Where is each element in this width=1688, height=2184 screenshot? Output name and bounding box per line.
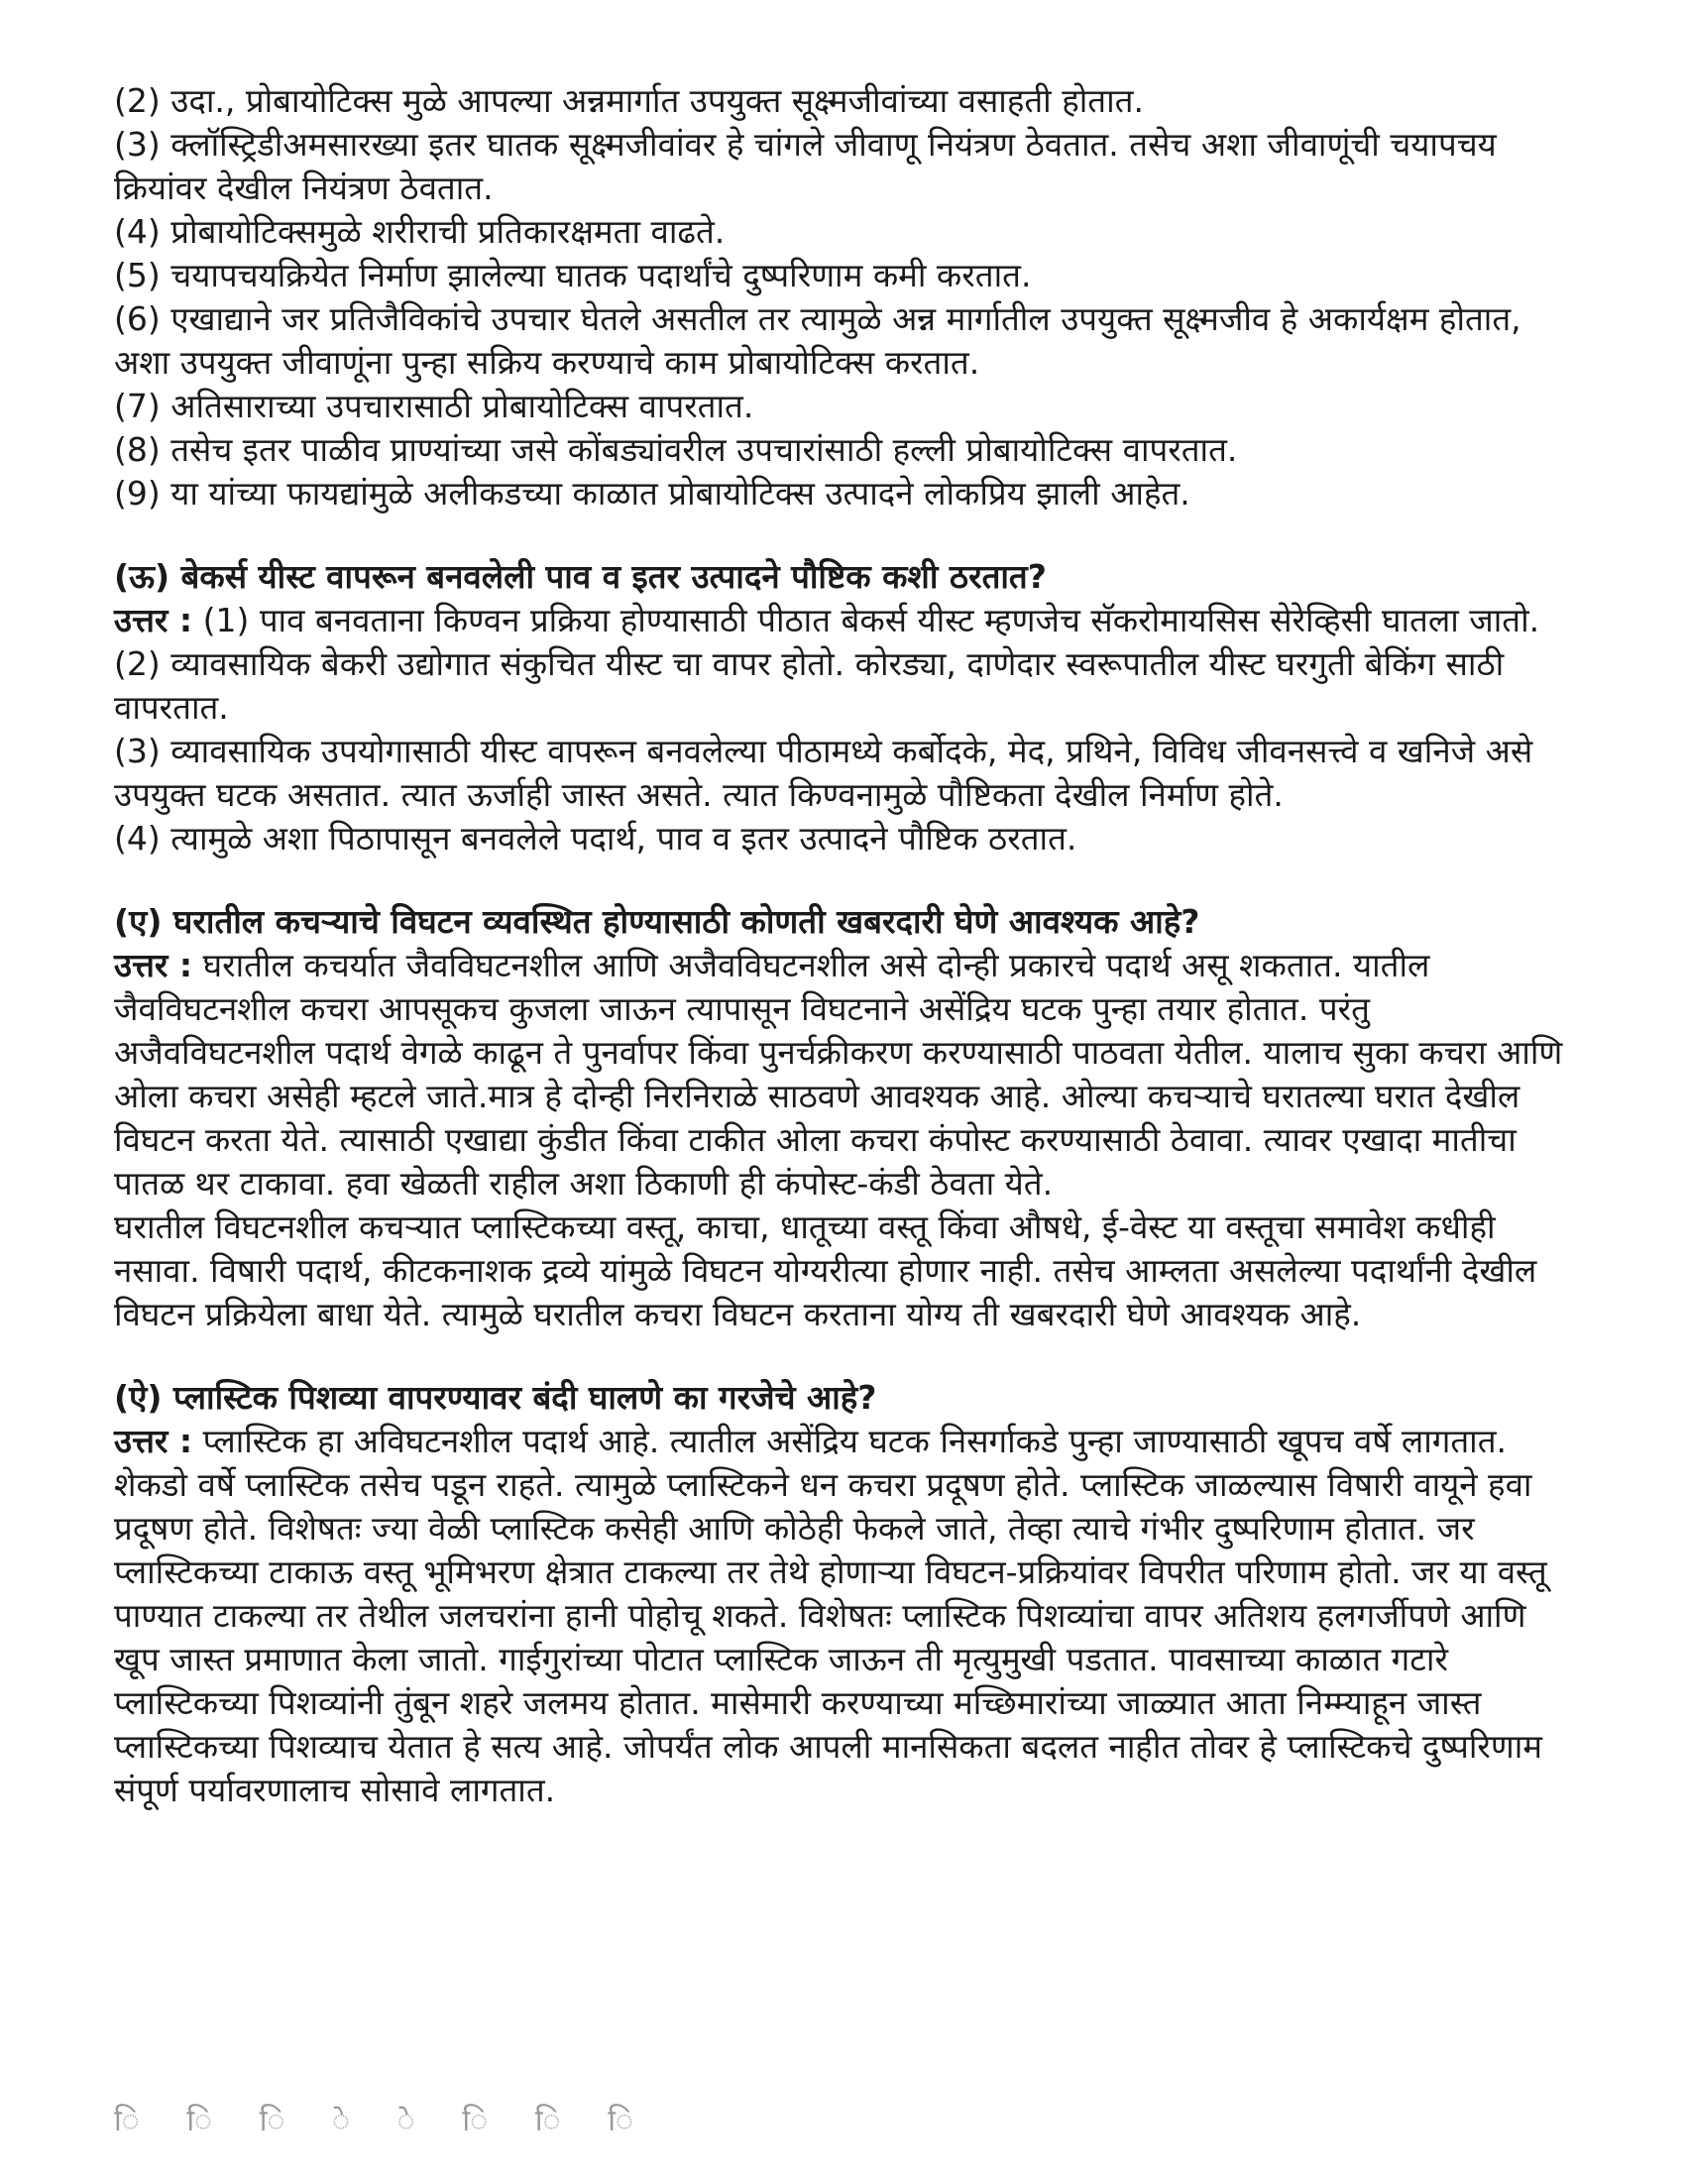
document-page [114, 79, 1571, 1812]
answer-paragraph [114, 944, 1571, 1206]
list-item: (6) एखाद्याने जर प्रतिजैविकांचे उपचार घेतले असतील तर त्यामुळे अन्न मार्गातील उपयुक्त सूक्ष्मजीव हे अकार्यक्षम होतात, अशा उपयुक्त जीवाणूंना पुन्हा सक्रिय करण्याचे काम प्रोबायोटिक्स करतात. [114, 299, 1521, 382]
list-item: (4) प्रोबायोटिक्समुळे शरीराची प्रतिकारक्षमता वाढते. [114, 212, 726, 251]
answer-point: (2) व्यावसायिक बेकरी उद्योगात संकुचित यीस्ट चा वापर होतो. कोरड्या, दाणेदार स्वरूपातील यीस्ट घरगुती बेकिंग साठी वापरतात. [114, 644, 1505, 727]
answer-label: उत्तर : [114, 601, 193, 639]
answer-point: (3) व्यावसायिक उपयोगासाठी यीस्ट वापरून बनवलेल्या पीठामध्ये कर्बोदके, मेद, प्रथिने, विविध जीवनसत्त्वे व खनिजे असे उपयुक्त घटक असतात. त्यात ऊर्जाही जास्त असते. त्यात किण्वनामुळे पौष्टिकता देखील निर्माण होते. [114, 732, 1533, 814]
answer-text: प्लास्टिक हा अविघटनशील पदार्थ आहे. त्यातील असेंद्रिय घटक निसर्गाकडे पुन्हा जाण्यासाठी खूपच वर्षे लागतात. शेकडो वर्षे प्लास्टिक तसेच पडून राहते. त्यामुळे प्लास्टिकने धन कचरा प्रदूषण होते. प्लास्टिक जाळल्यास विषारी वायूने हवा प्रदूषण होते. विशेषतः ज्या वेळी प्लास्टिक कसेही आणि कोठेही फेकले जाते, तेव्हा त्याचे गंभीर दुष्परिणाम होतात. जर प्लास्टिकच्या टाकाऊ वस्तू भूमिभरण क्षेत्रात टाकल्या तर तेथे होणाऱ्या विघटन-प्रक्रियांवर विपरीत परिणाम होतो. जर या वस्तू पाण्यात टाकल्या तर तेथील जलचरांना हानी पोहोचू शकते. विशेषतः प्लास्टिक पिशव्यांचा वापर अतिशय हलगर्जीपणे आणि खूप जास्त प्रमाणात केला जातो. गाईगुरांच्या पोटात प्लास्टिक जाऊन ती मृत्युमुखी पडतात. पावसाच्या काळात गटारे प्लास्टिकच्या पिशव्यांनी तुंबून शहरे जलमय होतात. मासेमारी करण्याच्या मच्छिमारांच्या जाळ्यात आता निम्म्याहून जास्त प्लास्टिकच्या पिशव्याच येतात हे सत्य आहे. जोपर्यंत लोक आपली मानसिकता बदलत नाहीत तोवर हे प्लास्टिकचे दुष्परिणाम संपूर्ण पर्यावरणालाच सोसावे लागतात. [114, 1422, 1547, 1809]
answer-text: (1) पाव बनवताना किण्वन प्रक्रिया होण्यासाठी पीठात बेकर्स यीस्ट म्हणजेच सॅकरोमायसिस सेरेव्हिसी घातला जातो. [202, 601, 1540, 639]
answer-paragraph: घरातील विघटनशील कचऱ्यात प्लास्टिकच्या वस्तू, काचा, धातूच्या वस्तू किंवा औषधे, ई-वेस्ट या वस्तूचा समावेश कधीही नसावा. विषारी पदार्थ, कीटकनाशक द्रव्ये यांमुळे विघटन योग्यरीत्या होणार नाही. तसेच आम्लता असलेल्या पदार्थांनी देखील विघटन प्रक्रियेला बाधा येते. त्यामुळे घरातील कचरा विघटन करताना योग्य ती खबरदारी घेणे आवश्यक आहे. [114, 1207, 1537, 1333]
answer-point: (4) त्यामुळे अशा पिठापासून बनवलेले पदार्थ, पाव व इतर उत्पादने पौष्टिक ठरतात. [114, 819, 1077, 858]
answer-text: घरातील कचर्यात जैवविघटनशील आणि अजैवविघटनशील असे दोन्ही प्रकारचे पदार्थ असू शकतात. यातील जैवविघटनशील कचरा आपसूकच कुजला जाऊन त्यापासून विघटनाने असेंद्रिय घटक पुन्हा तयार होतात. परंतु अजैवविघटनशील पदार्थ वेगळे काढून ते पुनर्वापर किंवा पुनर्चक्रीकरण करण्यासाठी पाठवता येतील. यालाच सुका कचरा आणि ओला कचरा असेही म्हटले जाते.मात्र हे दोन्ही निरनिराळे साठवणे आवश्यक आहे. ओल्या कचऱ्याचे घरातल्या घरात देखील विघटन करता येते. त्यासाठी एखाद्या कुंडीत किंवा टाकीत ओला कचरा कंपोस्ट करण्यासाठी ठेवावा. त्यावर एखादा मातीचा पातळ थर टाकावा. हवा खेळती राहील अशा ठिकाणी ही कंपोस्ट-कंडी ठेवता येते. [114, 946, 1563, 1203]
answer-label: उत्तर : [114, 1422, 193, 1460]
answer-paragraph [114, 1420, 1571, 1812]
list-item: (8) तसेच इतर पाळीव प्राण्यांच्या जसे कोंबड्यांवरील उपचारांसाठी हल्ली प्रोबायोटिक्स वापरतात. [114, 430, 1238, 469]
probiotics-list [114, 79, 1571, 516]
list-item: (3) क्लॉस्ट्रिडीअमसारख्या इतर घातक सूक्ष्मजीवांवर हे चांगले जीवाणू नियंत्रण ठेवतात. तसेच अशा जीवाणूंची चयापचय क्रियांवर देखील नियंत्रण ठेवतात. [114, 125, 1497, 207]
question-heading: (ऐ) प्लास्टिक पिशव्या वापरण्यावर बंदी घालणे का गरजेचे आहे? [114, 1378, 877, 1417]
cut-off-text-row: ि ि ि े े ि ि ि [114, 2104, 673, 2138]
question-heading: (ऊ) बेकर्स यीस्ट वापरून बनवलेली पाव व इतर उत्पादने पौष्टिक कशी ठरतात? [114, 557, 1047, 596]
question-section-ai [114, 1376, 1571, 1812]
question-section-e [114, 900, 1571, 1336]
list-item: (7) अतिसाराच्या उपचारासाठी प्रोबायोटिक्स वापरतात. [114, 387, 754, 425]
answer-label: उत्तर : [114, 946, 193, 984]
question-section-uu [114, 555, 1571, 861]
list-item: (5) चयापचयक्रियेत निर्माण झालेल्या घातक पदार्थांचे दुष्परिणाम कमी करतात. [114, 256, 1032, 294]
list-item: (2) उदा., प्रोबायोटिक्स मुळे आपल्या अन्नमार्गात उपयुक्त सूक्ष्मजीवांच्या वसाहती होतात. [114, 81, 1144, 120]
answer-point [114, 599, 1571, 642]
question-heading: (ए) घरातील कचऱ्याचे विघटन व्यवस्थित होण्यासाठी कोणती खबरदारी घेणे आवश्यक आहे? [114, 902, 1200, 941]
list-item: (9) या यांच्या फायद्यांमुळे अलीकडच्या काळात प्रोबायोटिक्स उत्पादने लोकप्रिय झाली आहेत. [114, 474, 1190, 513]
